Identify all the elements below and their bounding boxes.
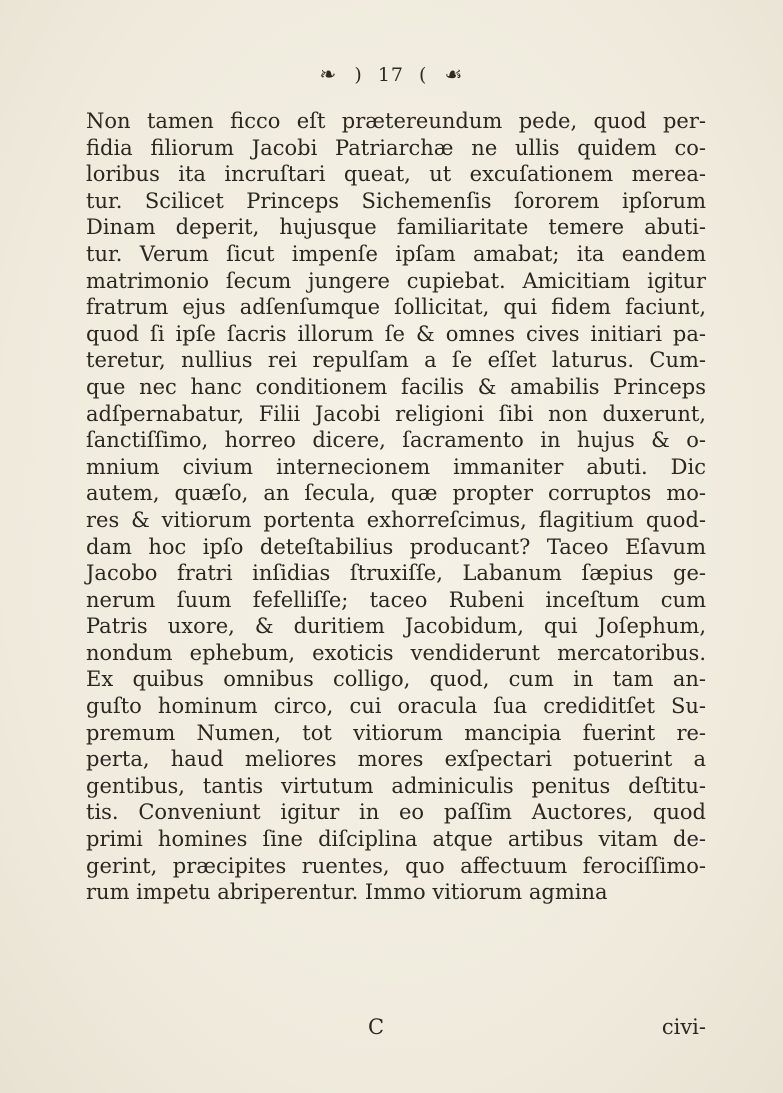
text-line: tur. Verum ſicut impenſe ipſam amabat; ita eandem [86, 241, 706, 266]
right-ornament-icon: ☙ [444, 62, 464, 86]
text-line: dam hoc ipſo deteſtabilius producant? Taceo Eſavum [86, 534, 706, 559]
text-line: Non tamen ficco eſt prætereundum pede, quod per- [86, 109, 706, 133]
page-header [0, 62, 783, 86]
left-ornament-icon: ❧ [319, 62, 338, 86]
right-bracket: ( [419, 64, 428, 86]
text-line: perta, haud meliores mores exſpectari potuerint a [86, 747, 706, 772]
text-line: tis. Conveniunt igitur in eo paſſim Auctores, quod [86, 800, 706, 825]
text-line: guſto hominum circo, cui oracula ſua crediditſet Su- [86, 694, 706, 719]
text-line: gentibus, tantis virtutum adminiculis penitus deſtitu- [86, 773, 706, 798]
text-line: mnium civium internecionem immaniter abuti. Dic [86, 454, 706, 479]
page-footer [86, 1012, 706, 1042]
text-line: res & vitiorum portenta exhorreſcimus, flagitium quod- [86, 507, 706, 532]
text-line: loribus ita incruſtari queat, ut excuſationem merea- [86, 162, 706, 187]
text-line: fidia filiorum Jacobi Patriarchæ ne ullis quidem co- [86, 135, 706, 160]
text-line: adſpernabatur, Filii Jacobi religioni ſibi non duxerunt, [86, 401, 706, 426]
text-line: tur. Scilicet Princeps Sichemenſis ſororem ipſorum [86, 188, 706, 213]
body-text [86, 108, 706, 906]
text-line: Patris uxore, & duritiem Jacobidum, qui Joſephum, [86, 614, 706, 639]
text-line: primi homines ſine diſciplina atque artibus vitam de- [86, 827, 706, 852]
text-line: fratrum ejus adſenſumque ſollicitat, qui fidem faciunt, [86, 295, 706, 320]
left-bracket: ) [354, 64, 363, 86]
text-line: Jacobo fratri inſidias ſtruxiſſe, Labanum ſæpius ge- [86, 561, 706, 586]
text-line: Dinam deperit, hujusque familiaritate temere abuti- [86, 215, 706, 240]
text-line: nerum ſuum fefelliſſe; taceo Rubeni inceſtum cum [86, 587, 706, 612]
text-line: premum Numen, tot vitiorum mancipia fuerint re- [86, 720, 706, 745]
signature-mark: C [368, 1015, 385, 1039]
text-line: quod ſi ipſe ſacris illorum ſe & omnes cives initiari pa- [86, 321, 706, 346]
text-line: Ex quibus omnibus colligo, quod, cum in tam an- [86, 667, 706, 692]
text-line: que nec hanc conditionem facilis & amabilis Princeps [86, 374, 706, 399]
text-line: teretur, nullius rei repulſam a ſe eſſet laturus. Cum- [86, 348, 706, 373]
text-line: nondum ephebum, exoticis vendiderunt mercatoribus. [86, 640, 706, 665]
page-number: 17 [377, 64, 404, 86]
catchword: civi- [661, 1015, 706, 1039]
text-line: autem, quæſo, an ſecula, quæ propter corruptos mo- [86, 481, 706, 506]
text-line: matrimonio ſecum jungere cupiebat. Amicitiam igitur [86, 268, 706, 293]
text-line: ſanctiſſimo, horreo dicere, ſacramento in hujus & o- [86, 428, 706, 453]
text-line: gerint, præcipites ruentes, quo affectuum ferociſſimo- [86, 853, 706, 878]
text-line: rum impetu abriperentur. Immo vitiorum agmina [86, 880, 608, 905]
